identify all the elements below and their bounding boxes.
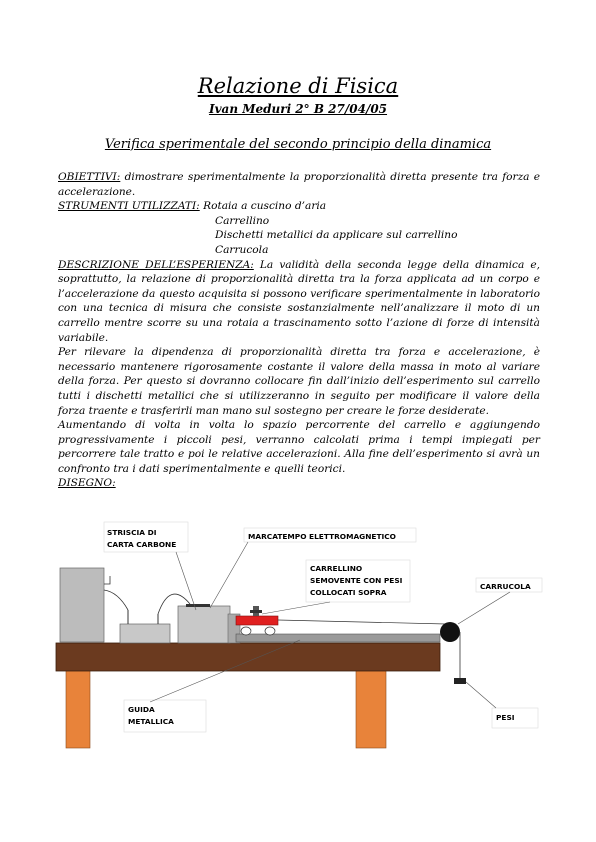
page-title: Relazione di Fisica	[197, 74, 399, 98]
pulley	[440, 622, 460, 642]
description-label: DESCRIZIONE DELL’ESPERIENZA:	[58, 258, 254, 271]
table-leg	[356, 670, 386, 748]
metal-rail	[236, 634, 440, 642]
objectives-label: OBIETTIVI:	[58, 171, 121, 183]
rail-label: METALLICA	[128, 717, 174, 726]
drawing-label: DISEGNO:	[58, 477, 116, 490]
author-line: Ivan Meduri 2° B 27/04/05	[208, 102, 388, 116]
tool-item: Rotaia a cuscino d’aria	[203, 200, 327, 213]
tools-label: STRUMENTI UTILIZZATI:	[58, 200, 200, 213]
table-top	[56, 643, 440, 671]
rail-label: GUIDA	[128, 705, 155, 714]
objectives-paragraph	[58, 170, 540, 199]
cart-wheel	[265, 627, 275, 635]
pulley-label: CARRUCOLA	[480, 582, 531, 591]
procedure-paragraph: Aumentando di volta in volta lo spazio percorrente del carrello e aggiungendo progressivamente i piccoli pesi, verranno calcolati prima i tempi impiegati per percorrere tale tratto e poi le relative accelerazioni. Alla fine dell’esperimento si avrà un confronto tra i dati sperimentalmente e quelli teorici.	[58, 419, 540, 475]
experiment-subtitle: Verifica sperimentale del secondo principio della dinamica	[104, 137, 492, 152]
electromagnetic-timer	[178, 606, 230, 643]
timer-label: MARCATEMPO ELETTROMAGNETICO	[248, 532, 396, 541]
carbon-strip-label: CARTA CARBONE	[107, 540, 177, 549]
mass-paragraph: Per rilevare la dipendenza di proporzionalità diretta tra forza e accelerazione, è necessario mantenere rigorosamente costante il valore della massa in moto al variare della forza. Per questo si dovranno collocare fin dall’inizio dell’esperimento sul carrello tutti i dischetti metallici che si utilizzeranno in seguito per modificare il valore della forza traente e trasferirli man mano sul sostegno per creare le forze desiderate.	[58, 346, 540, 417]
weights-label: PESI	[496, 713, 515, 722]
tool-item: Dischetti metallici da applicare sul carrellino	[215, 229, 458, 242]
cart-label: CARRELLINO	[310, 564, 363, 573]
cart	[236, 616, 278, 625]
small-device	[120, 624, 170, 643]
tool-item: Carrellino	[215, 214, 270, 227]
hanging-weights	[454, 678, 466, 684]
carbon-strip-label: STRISCIA DI	[107, 528, 157, 537]
description-paragraph	[58, 258, 540, 346]
objectives-text: dimostrare sperimentalmente la proporzionalità diretta presente tra forza e accelerazione.	[58, 171, 540, 198]
tools-paragraph	[58, 199, 540, 214]
tool-item: Carrucola	[215, 243, 269, 256]
cart-label: SEMOVENTE CON PESI	[310, 576, 403, 585]
experiment-diagram	[0, 510, 596, 760]
string	[278, 620, 446, 624]
cart-label: COLLOCATI SOPRA	[310, 588, 387, 597]
description-text: La validità della seconda legge della dinamica e, soprattutto, la relazione di proporzionalità diretta tra la forza applicata ad un corpo e l’accelerazione da questo acquisita si possono verificare sperimentalmente in laboratorio con una tecnica di misura che consiste sostanzialmente nell’analizzare il moto di un carrello mentre scorre su una rotaia a trascinamento sotto l’azione di forze di intensità variabile.	[58, 258, 540, 344]
report-body	[58, 170, 540, 491]
cart-wheel	[241, 627, 251, 635]
table-leg	[66, 670, 90, 748]
cable	[104, 576, 110, 584]
power-supply	[60, 568, 104, 642]
